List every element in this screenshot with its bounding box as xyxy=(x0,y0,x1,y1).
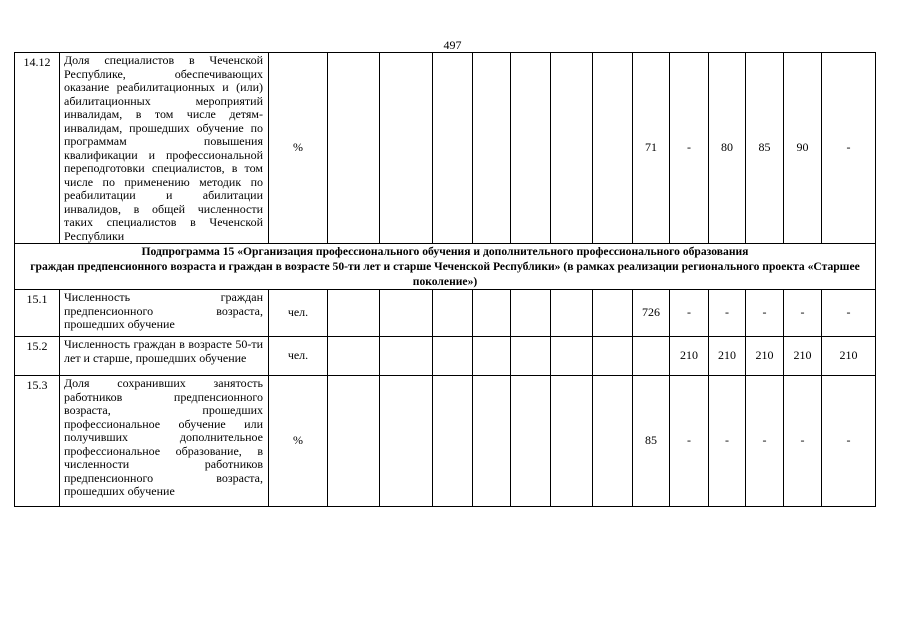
value-cell xyxy=(380,290,433,337)
subprogram-title: Подпрограмма 15 «Организация профессионального обучения и дополнительного профессионального образования граждан предпенсионного возраста и граждан в возрасте 50-ти лет и старше Чеченской Республики» (в рамках реализации регионального проекта «Старшее поколение») xyxy=(15,244,876,290)
value-cell xyxy=(380,53,433,244)
table-row xyxy=(15,53,876,244)
value-cell xyxy=(593,290,633,337)
value-cell xyxy=(473,290,511,337)
value-cell xyxy=(473,53,511,244)
value-cell xyxy=(328,376,380,507)
value-cell xyxy=(593,53,633,244)
row-number: 15.3 xyxy=(15,376,60,507)
row-number: 15.1 xyxy=(15,290,60,337)
table-body xyxy=(15,53,876,507)
indicator-description: Доля специалистов в Чеченской Республике, обеспечивающих оказание реабилитационных и (или) абилитационных мероприятий инвалидам, в том числе детям-инвалидам, прошедших обучение по программам повышения квалификации и профессиональной переподготовки специалистов, в том числе по применению методик по реабилитации и абилитации инвалидов, в общей численности таких специалистов в Чеченской Республики xyxy=(60,53,269,244)
value-cell xyxy=(433,376,473,507)
value-cell: 210 xyxy=(709,337,746,376)
table-row xyxy=(15,376,876,507)
indicator-description: Доля сохранивших занятость работников предпенсионного возраста, прошедших профессиональное обучение или получивших дополнительное профессиональное образование, в численности работников предпенсионного возраста, прошедших обучение xyxy=(60,376,269,507)
value-cell: 210 xyxy=(822,337,876,376)
indicator-description: Численность граждан предпенсионного возраста, прошедших обучение xyxy=(60,290,269,337)
table-row xyxy=(15,337,876,376)
value-cell xyxy=(511,290,551,337)
value-cell xyxy=(551,290,593,337)
value-cell: 210 xyxy=(746,337,784,376)
value-cell xyxy=(551,337,593,376)
value-cell: 210 xyxy=(670,337,709,376)
value-cell: - xyxy=(709,376,746,507)
value-cell: - xyxy=(822,290,876,337)
value-cell xyxy=(433,53,473,244)
unit-cell: % xyxy=(269,376,328,507)
row-number: 15.2 xyxy=(15,337,60,376)
value-cell xyxy=(380,376,433,507)
table-row xyxy=(15,290,876,337)
value-cell: - xyxy=(746,376,784,507)
value-cell xyxy=(473,376,511,507)
value-cell xyxy=(593,337,633,376)
value-cell xyxy=(328,290,380,337)
value-cell xyxy=(433,337,473,376)
value-cell xyxy=(380,337,433,376)
page-number: 497 xyxy=(443,38,462,52)
value-cell xyxy=(328,337,380,376)
row-number: 14.12 xyxy=(15,53,60,244)
value-cell: - xyxy=(670,290,709,337)
value-cell xyxy=(511,376,551,507)
value-cell: 210 xyxy=(784,337,822,376)
value-cell xyxy=(593,376,633,507)
value-cell xyxy=(511,53,551,244)
value-cell: - xyxy=(670,376,709,507)
value-cell: 80 xyxy=(709,53,746,244)
value-cell xyxy=(328,53,380,244)
value-cell xyxy=(511,337,551,376)
value-cell xyxy=(473,337,511,376)
value-cell xyxy=(633,337,670,376)
value-cell: 726 xyxy=(633,290,670,337)
subprogram-row xyxy=(15,244,876,290)
value-cell: - xyxy=(709,290,746,337)
value-cell: - xyxy=(746,290,784,337)
value-cell: 85 xyxy=(746,53,784,244)
value-cell: - xyxy=(784,376,822,507)
value-cell: - xyxy=(822,376,876,507)
value-cell: - xyxy=(670,53,709,244)
value-cell: 85 xyxy=(633,376,670,507)
value-cell xyxy=(551,376,593,507)
indicator-description: Численность граждан в возрасте 50-ти лет и старше, прошедших обучение xyxy=(60,337,269,376)
value-cell xyxy=(551,53,593,244)
value-cell: - xyxy=(822,53,876,244)
value-cell: - xyxy=(784,290,822,337)
indicators-table xyxy=(14,52,876,507)
unit-cell: % xyxy=(269,53,328,244)
value-cell xyxy=(433,290,473,337)
value-cell: 71 xyxy=(633,53,670,244)
unit-cell: чел. xyxy=(269,337,328,376)
value-cell: 90 xyxy=(784,53,822,244)
unit-cell: чел. xyxy=(269,290,328,337)
